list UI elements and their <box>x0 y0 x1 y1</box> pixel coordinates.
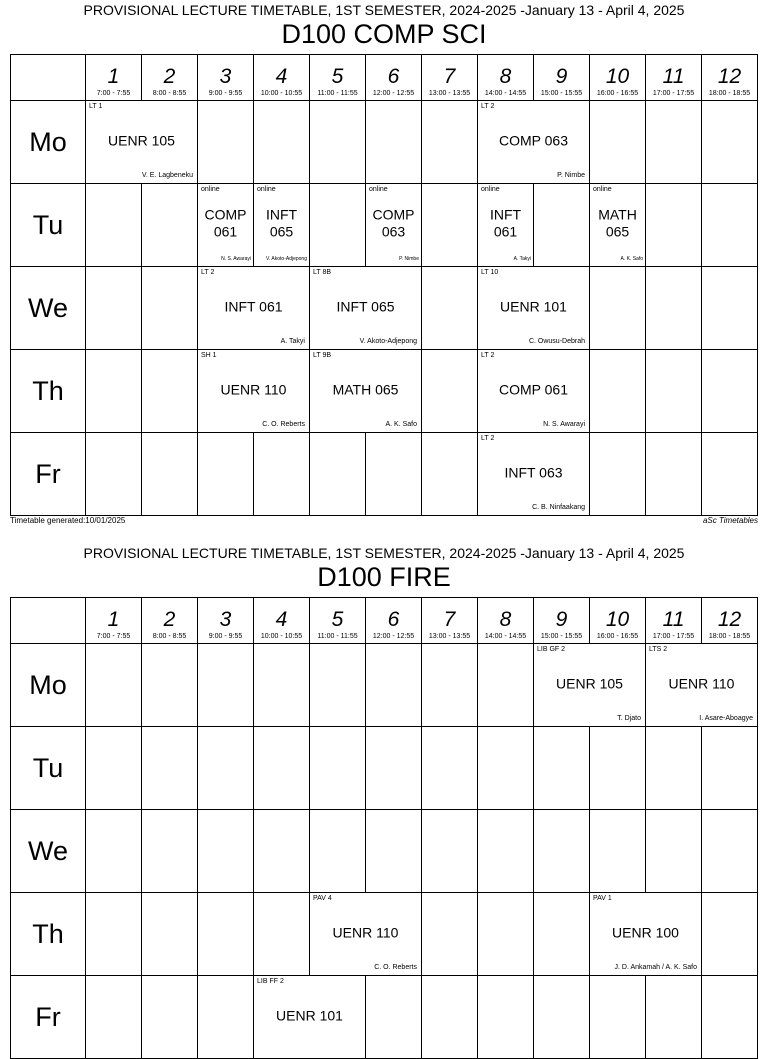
period-time: 11:00 - 11:55 <box>317 633 358 640</box>
lesson-subject: COMP 063 <box>372 206 415 240</box>
lesson-room: LT 2 <box>481 435 495 442</box>
empty-slot <box>422 433 478 516</box>
period-time: 12:00 - 12:55 <box>372 90 415 97</box>
timetable-grid <box>10 54 758 516</box>
lesson-card[interactable] <box>366 184 422 267</box>
lesson-teacher: J. D. Ankamah / A. K. Safo <box>614 964 697 971</box>
period-time: 10:00 - 10:55 <box>260 90 303 97</box>
lesson-card[interactable] <box>198 267 310 350</box>
day-label: Fr <box>11 433 86 516</box>
day-label: Tu <box>11 184 86 267</box>
lesson-subject: INFT 065 <box>336 298 395 315</box>
period-number: 10 <box>605 65 630 88</box>
timetable-title: D100 FIRE <box>317 562 451 592</box>
empty-slot <box>422 101 478 184</box>
period-number: 4 <box>275 65 288 88</box>
lesson-subject: UENR 105 <box>108 132 175 149</box>
day-label: Th <box>11 893 86 976</box>
lesson-subject: COMP 061 <box>204 206 247 240</box>
corner-cell <box>11 598 86 644</box>
period-time: 7:00 - 7:55 <box>96 90 131 97</box>
empty-slot <box>478 976 534 1059</box>
empty-slot <box>702 727 758 810</box>
empty-slot <box>422 184 478 267</box>
empty-slot <box>86 727 142 810</box>
lesson-room: LT 2 <box>481 103 495 110</box>
lesson-subject: COMP 061 <box>499 381 568 398</box>
lesson-teacher: V. E. Lagbeneku <box>141 172 193 179</box>
period-number: 5 <box>331 65 344 88</box>
lesson-teacher: A. Takyi <box>280 338 305 345</box>
empty-slot <box>646 976 702 1059</box>
timetable-header: PROVISIONAL LECTURE TIMETABLE, 1ST SEMESTER, 2024-2025 -January 13 - April 4, 2025 <box>83 545 685 561</box>
lesson-card[interactable] <box>590 184 646 267</box>
empty-slot <box>198 433 254 516</box>
period-header <box>366 55 422 101</box>
period-number: 5 <box>331 608 344 631</box>
empty-slot <box>86 267 142 350</box>
day-label: Mo <box>11 644 86 727</box>
empty-slot <box>702 976 758 1059</box>
period-time: 13:00 - 13:55 <box>428 633 471 640</box>
period-number: 2 <box>163 65 176 88</box>
empty-slot <box>86 644 142 727</box>
empty-slot <box>702 267 758 350</box>
period-header <box>254 598 310 644</box>
empty-slot <box>534 184 590 267</box>
lesson-subject: MATH 065 <box>332 381 399 398</box>
lesson-teacher: A. K. Safo <box>385 421 417 428</box>
period-time: 16:00 - 16:55 <box>596 633 639 640</box>
period-time: 16:00 - 16:55 <box>596 90 639 97</box>
lesson-card[interactable] <box>478 433 590 516</box>
empty-slot <box>646 101 702 184</box>
empty-slot <box>86 976 142 1059</box>
period-number: 11 <box>662 608 685 631</box>
empty-slot <box>254 644 310 727</box>
lesson-subject: UENR 101 <box>276 1007 343 1024</box>
period-time: 18:00 - 18:55 <box>708 90 751 97</box>
day-label: Tu <box>11 727 86 810</box>
day-label: We <box>11 267 86 350</box>
empty-slot <box>254 893 310 976</box>
empty-slot <box>254 433 310 516</box>
lesson-card[interactable] <box>478 267 590 350</box>
period-header <box>422 55 478 101</box>
lesson-teacher: P. Nimbe <box>399 256 419 262</box>
period-header <box>590 598 646 644</box>
empty-slot <box>590 727 646 810</box>
lesson-card[interactable] <box>254 184 310 267</box>
empty-slot <box>590 810 646 893</box>
empty-slot <box>310 727 366 810</box>
lesson-card[interactable] <box>534 644 646 727</box>
lesson-room: LTS 2 <box>649 646 668 653</box>
period-number: 1 <box>107 608 120 631</box>
period-header <box>478 598 534 644</box>
period-time: 8:00 - 8:55 <box>152 633 187 640</box>
empty-slot <box>366 976 422 1059</box>
period-header <box>366 598 422 644</box>
empty-slot <box>478 893 534 976</box>
empty-slot <box>478 727 534 810</box>
lesson-teacher: V. Akoto-Adjepong <box>266 256 307 262</box>
lesson-card[interactable] <box>198 184 254 267</box>
lesson-card[interactable] <box>646 644 758 727</box>
empty-slot <box>142 976 198 1059</box>
period-header <box>702 55 758 101</box>
lesson-teacher: N. S. Awarayi <box>543 421 585 428</box>
lesson-card[interactable] <box>198 350 310 433</box>
lesson-card[interactable] <box>478 184 534 267</box>
lesson-teacher: C. O. Reberts <box>262 421 305 428</box>
lesson-teacher: A. K. Safo <box>620 256 643 262</box>
period-header <box>142 55 198 101</box>
period-number: 9 <box>555 65 568 88</box>
period-header <box>198 55 254 101</box>
lesson-teacher: A. Takyi <box>513 256 531 262</box>
lesson-card[interactable] <box>310 350 422 433</box>
empty-slot <box>198 101 254 184</box>
period-header <box>86 55 142 101</box>
period-time: 15:00 - 15:55 <box>540 90 583 97</box>
timetable-grid <box>10 597 758 1059</box>
period-time: 12:00 - 12:55 <box>372 633 415 640</box>
empty-slot <box>702 101 758 184</box>
empty-slot <box>198 644 254 727</box>
lesson-room: LIB FF 2 <box>257 978 284 985</box>
lesson-subject: UENR 100 <box>612 924 679 941</box>
lesson-card[interactable] <box>310 893 422 976</box>
period-header <box>646 55 702 101</box>
empty-slot <box>142 727 198 810</box>
corner-cell <box>11 55 86 101</box>
period-header <box>310 55 366 101</box>
period-number: 2 <box>163 608 176 631</box>
empty-slot <box>366 644 422 727</box>
lesson-room: online <box>201 186 220 193</box>
period-header <box>646 598 702 644</box>
period-number: 12 <box>717 65 742 88</box>
period-number: 12 <box>717 608 742 631</box>
empty-slot <box>702 350 758 433</box>
lesson-subject: INFT 061 <box>489 206 522 240</box>
empty-slot <box>646 727 702 810</box>
empty-slot <box>366 727 422 810</box>
empty-slot <box>702 184 758 267</box>
period-header <box>86 598 142 644</box>
empty-slot <box>86 893 142 976</box>
lesson-room: LT 2 <box>481 352 495 359</box>
empty-slot <box>422 727 478 810</box>
lesson-room: LT 2 <box>201 269 215 276</box>
lesson-card[interactable] <box>310 267 422 350</box>
empty-slot <box>86 433 142 516</box>
lesson-subject: UENR 101 <box>500 298 567 315</box>
empty-slot <box>534 810 590 893</box>
empty-slot <box>646 267 702 350</box>
lesson-subject: UENR 105 <box>556 675 623 692</box>
empty-slot <box>142 184 198 267</box>
period-header <box>534 55 590 101</box>
period-number: 3 <box>219 65 232 88</box>
lesson-room: LT 9B <box>313 352 332 359</box>
empty-slot <box>590 101 646 184</box>
lesson-card[interactable] <box>478 350 590 433</box>
lesson-card[interactable] <box>86 101 198 184</box>
day-label: Th <box>11 350 86 433</box>
period-number: 9 <box>555 608 568 631</box>
period-number: 4 <box>275 608 288 631</box>
empty-slot <box>702 433 758 516</box>
empty-slot <box>534 976 590 1059</box>
lesson-room: online <box>257 186 276 193</box>
day-label: Fr <box>11 976 86 1059</box>
period-time: 9:00 - 9:55 <box>208 90 243 97</box>
empty-slot <box>86 184 142 267</box>
empty-slot <box>310 101 366 184</box>
empty-slot <box>310 184 366 267</box>
period-number: 10 <box>605 608 630 631</box>
lesson-room: PAV 1 <box>593 895 612 902</box>
period-number: 6 <box>387 65 400 88</box>
lesson-room: online <box>593 186 612 193</box>
empty-slot <box>366 433 422 516</box>
empty-slot <box>142 350 198 433</box>
empty-slot <box>366 101 422 184</box>
period-number: 6 <box>387 608 400 631</box>
empty-slot <box>198 810 254 893</box>
period-header <box>310 598 366 644</box>
empty-slot <box>422 893 478 976</box>
period-header <box>198 598 254 644</box>
empty-slot <box>478 644 534 727</box>
period-time: 10:00 - 10:55 <box>260 633 303 640</box>
lesson-subject: UENR 110 <box>220 381 287 398</box>
lesson-teacher: I. Asare-Aboagye <box>699 715 753 722</box>
day-label: Mo <box>11 101 86 184</box>
period-header <box>590 55 646 101</box>
period-time: 18:00 - 18:55 <box>708 633 751 640</box>
empty-slot <box>534 893 590 976</box>
empty-slot <box>646 184 702 267</box>
empty-slot <box>646 810 702 893</box>
empty-slot <box>422 267 478 350</box>
period-number: 8 <box>499 608 512 631</box>
lesson-teacher: C. Owusu-Debrah <box>528 338 585 345</box>
empty-slot <box>702 810 758 893</box>
lesson-subject: COMP 063 <box>499 132 568 149</box>
lesson-room: LIB GF 2 <box>537 646 566 653</box>
lesson-subject: MATH 065 <box>598 206 637 240</box>
lesson-teacher: P. Nimbe <box>557 172 585 179</box>
lesson-room: online <box>481 186 500 193</box>
lesson-card[interactable] <box>478 101 590 184</box>
empty-slot <box>142 810 198 893</box>
period-time: 17:00 - 17:55 <box>652 633 695 640</box>
generated-date: Timetable generated:10/01/2025 <box>10 516 126 525</box>
empty-slot <box>142 433 198 516</box>
lesson-teacher: C. B. Ninfaakang <box>532 504 585 511</box>
empty-slot <box>310 433 366 516</box>
empty-slot <box>254 810 310 893</box>
empty-slot <box>646 350 702 433</box>
period-time: 14:00 - 14:55 <box>484 633 527 640</box>
timetable-header: PROVISIONAL LECTURE TIMETABLE, 1ST SEMESTER, 2024-2025 -January 13 - April 4, 2025 <box>83 2 685 18</box>
period-header <box>478 55 534 101</box>
empty-slot <box>142 644 198 727</box>
empty-slot <box>590 976 646 1059</box>
period-time: 9:00 - 9:55 <box>208 633 243 640</box>
period-header <box>702 598 758 644</box>
period-time: 15:00 - 15:55 <box>540 633 583 640</box>
timetable-title: D100 COMP SCI <box>281 19 487 49</box>
period-number: 8 <box>499 65 512 88</box>
empty-slot <box>142 893 198 976</box>
lesson-subject: INFT 065 <box>265 206 298 240</box>
period-time: 13:00 - 13:55 <box>428 90 471 97</box>
lesson-subject: INFT 063 <box>504 464 563 481</box>
empty-slot <box>590 350 646 433</box>
lesson-teacher: T. Djato <box>617 715 641 722</box>
period-number: 11 <box>662 65 685 88</box>
lesson-card[interactable] <box>590 893 702 976</box>
software-credit: aSc Timetables <box>702 516 758 525</box>
period-number: 7 <box>443 65 456 88</box>
lesson-card[interactable] <box>254 976 366 1059</box>
empty-slot <box>590 267 646 350</box>
period-header <box>422 598 478 644</box>
empty-slot <box>534 727 590 810</box>
lesson-teacher: N. S. Awarayi <box>221 256 251 262</box>
lesson-room: PAV 4 <box>313 895 332 902</box>
empty-slot <box>86 810 142 893</box>
empty-slot <box>86 350 142 433</box>
lesson-room: online <box>369 186 388 193</box>
lesson-subject: UENR 110 <box>668 675 735 692</box>
empty-slot <box>702 893 758 976</box>
lesson-room: SH 1 <box>201 352 217 359</box>
empty-slot <box>422 810 478 893</box>
empty-slot <box>198 727 254 810</box>
empty-slot <box>198 976 254 1059</box>
empty-slot <box>646 433 702 516</box>
period-time: 14:00 - 14:55 <box>484 90 527 97</box>
period-header <box>534 598 590 644</box>
period-time: 17:00 - 17:55 <box>652 90 695 97</box>
empty-slot <box>310 644 366 727</box>
lesson-subject: UENR 110 <box>332 924 399 941</box>
period-number: 3 <box>219 608 232 631</box>
period-header <box>254 55 310 101</box>
period-time: 7:00 - 7:55 <box>96 633 131 640</box>
day-label: We <box>11 810 86 893</box>
empty-slot <box>254 727 310 810</box>
period-number: 7 <box>443 608 456 631</box>
empty-slot <box>198 893 254 976</box>
lesson-subject: INFT 061 <box>224 298 283 315</box>
empty-slot <box>254 101 310 184</box>
empty-slot <box>422 976 478 1059</box>
period-header <box>142 598 198 644</box>
empty-slot <box>422 644 478 727</box>
period-number: 1 <box>107 65 120 88</box>
empty-slot <box>366 810 422 893</box>
lesson-room: LT 10 <box>481 269 499 276</box>
period-time: 8:00 - 8:55 <box>152 90 187 97</box>
empty-slot <box>478 810 534 893</box>
lesson-room: LT 8B <box>313 269 332 276</box>
empty-slot <box>142 267 198 350</box>
empty-slot <box>590 433 646 516</box>
lesson-teacher: C. O. Reberts <box>374 964 417 971</box>
period-time: 11:00 - 11:55 <box>317 90 358 97</box>
lesson-teacher: V. Akoto-Adjepong <box>359 338 417 345</box>
empty-slot <box>310 810 366 893</box>
lesson-room: LT 1 <box>89 103 103 110</box>
empty-slot <box>422 350 478 433</box>
